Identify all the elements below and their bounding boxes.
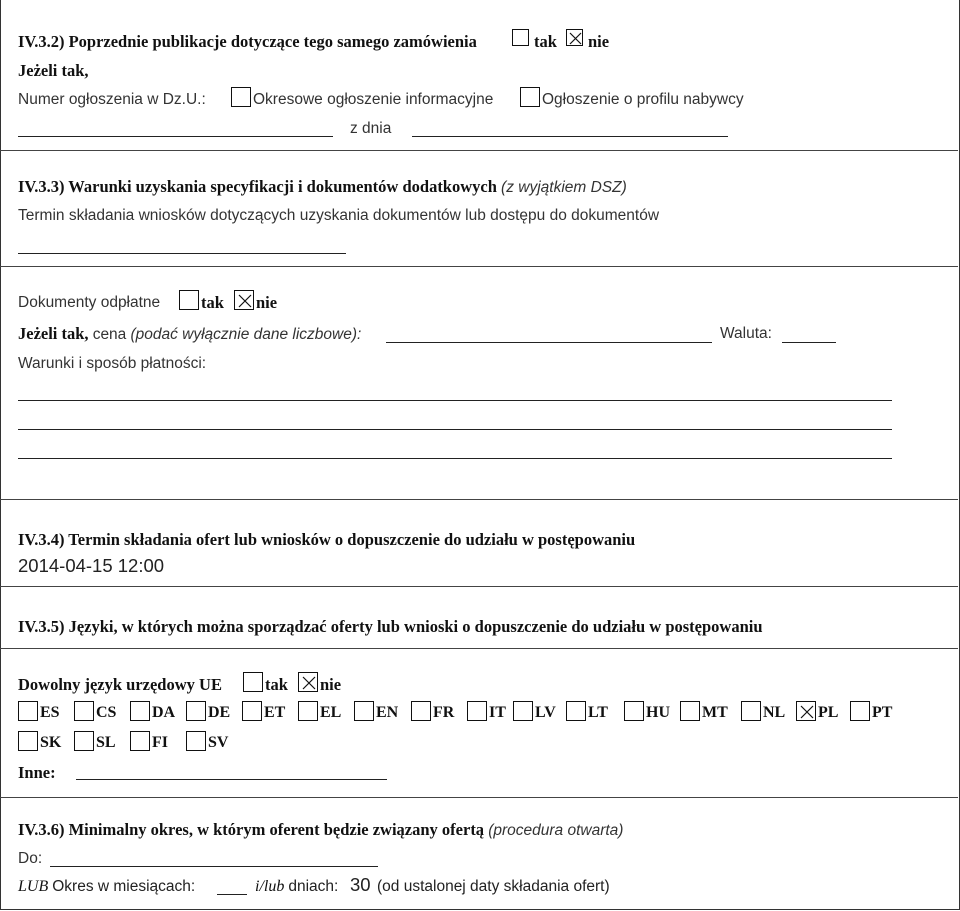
checkbox-lang-sk[interactable]: [18, 731, 38, 751]
checkbox-lang-mt[interactable]: [680, 701, 700, 721]
waluta-input-line[interactable]: [782, 342, 836, 343]
checkbox-lang-fi[interactable]: [130, 731, 150, 751]
section-title-iv32: IV.3.2) Poprzednie publikacje dotyczące tego samego zamówienia: [18, 32, 477, 51]
lang-label-mt: MT: [702, 704, 728, 721]
divider: [0, 499, 958, 500]
section-title-iv36-note: (procedura otwarta): [488, 822, 624, 839]
checkbox-lang-hu[interactable]: [624, 701, 644, 721]
okres-row: [18, 877, 195, 897]
warunki-input-line-2[interactable]: [18, 429, 892, 430]
lang-label-el: EL: [320, 704, 342, 721]
lang-label-sl: SL: [96, 734, 116, 751]
checkbox-lang-en[interactable]: [354, 701, 374, 721]
lang-label-fi: FI: [152, 734, 168, 751]
checkbox-lang-lt[interactable]: [566, 701, 586, 721]
label-nie: nie: [256, 293, 278, 312]
if-yes-label: Jeżeli tak,: [18, 324, 89, 343]
lang-label-it: IT: [489, 704, 506, 721]
lang-label-lv: LV: [535, 704, 556, 721]
checked-x-icon: [567, 30, 584, 47]
lang-label-et: ET: [264, 704, 286, 721]
dniach-label: dniach:: [288, 878, 339, 895]
label-tak: tak: [534, 32, 557, 51]
do-input-line[interactable]: [50, 866, 378, 867]
inne-input-line[interactable]: [76, 779, 387, 780]
checkbox-lang-pl[interactable]: [796, 701, 816, 721]
lang-label-sv: SV: [208, 734, 229, 751]
lang-label-cs: CS: [96, 704, 117, 721]
checkbox-lang-pt[interactable]: [850, 701, 870, 721]
checkbox-dowolny-tak[interactable]: [243, 672, 263, 692]
warunki-input-line-3[interactable]: [18, 458, 892, 459]
checkbox-lang-sl[interactable]: [74, 731, 94, 751]
cena-row: [18, 324, 361, 345]
lang-label-da: DA: [152, 704, 176, 721]
lang-label-es: ES: [40, 704, 60, 721]
okres-miesiace-input-line[interactable]: [217, 894, 247, 895]
numer-label: Numer ogłoszenia w Dz.U.:: [18, 91, 206, 108]
dniach-row: [255, 877, 338, 897]
waluta-label: Waluta:: [720, 325, 772, 342]
warunki-platnosci-label: Warunki i sposób płatności:: [18, 355, 207, 372]
lang-label-pl: PL: [818, 704, 839, 721]
lang-label-sk: SK: [40, 734, 62, 751]
label-tak: tak: [265, 675, 288, 694]
section-title-iv36-text: IV.3.6) Minimalny okres, w którym oferent będzie związany ofertą: [18, 820, 485, 839]
checkbox-dowolny-nie[interactable]: [298, 672, 318, 692]
section-title-iv33-note: (z wyjątkiem DSZ): [501, 179, 627, 196]
lang-label-nl: NL: [763, 704, 786, 721]
label-nie: nie: [588, 32, 610, 51]
checkbox-odplatne-tak[interactable]: [179, 290, 199, 310]
section-title-iv33-text: IV.3.3) Warunki uzyskania specyfikacji i dokumentów dodatkowych: [18, 177, 497, 196]
section-title-iv35: IV.3.5) Języki, w których można sporządzać oferty lub wnioski o dopuszczenie do udziału w postępowaniu: [18, 617, 763, 636]
divider: [0, 586, 958, 587]
checkbox-lang-fr[interactable]: [411, 701, 431, 721]
cena-input-line[interactable]: [386, 342, 712, 343]
if-yes-label: Jeżeli tak,: [18, 61, 89, 80]
dokumenty-odplatne-label: Dokumenty odpłatne: [18, 294, 161, 311]
termin-ofert-value: 2014-04-15 12:00: [18, 555, 165, 576]
z-dnia-input-line[interactable]: [412, 136, 728, 137]
label-nie: nie: [320, 675, 342, 694]
profil-label: Ogłoszenie o profilu nabywcy: [542, 91, 744, 108]
do-label: Do:: [18, 850, 43, 867]
checkbox-previous-pub-nie[interactable]: [566, 29, 583, 46]
checkbox-lang-cs[interactable]: [74, 701, 94, 721]
label-tak: tak: [201, 293, 224, 312]
numer-input-line[interactable]: [18, 136, 333, 137]
lang-label-hu: HU: [646, 704, 670, 721]
checkbox-lang-lv[interactable]: [513, 701, 533, 721]
z-dnia-label: z dnia: [350, 120, 392, 137]
checked-x-icon: [299, 673, 319, 693]
checkbox-lang-nl[interactable]: [741, 701, 761, 721]
warunki-input-line-1[interactable]: [18, 400, 892, 401]
checkbox-profil-nabywcy[interactable]: [520, 87, 540, 107]
dniach-note: (od ustalonej daty składania ofert): [377, 878, 610, 895]
divider: [0, 797, 958, 798]
lang-label-fr: FR: [433, 704, 455, 721]
section-title-iv33: [18, 177, 627, 198]
divider: [0, 266, 958, 267]
lang-label-lt: LT: [588, 704, 608, 721]
section-title-iv36: [18, 820, 623, 841]
termin-input-line[interactable]: [18, 253, 346, 254]
checkbox-lang-es[interactable]: [18, 701, 38, 721]
okresowe-label: Okresowe ogłoszenie informacyjne: [253, 91, 494, 108]
cena-prefix: cena: [92, 326, 127, 343]
lang-label-en: EN: [376, 704, 399, 721]
checkbox-lang-et[interactable]: [242, 701, 262, 721]
dniach-value: 30: [350, 874, 371, 895]
checkbox-lang-da[interactable]: [130, 701, 150, 721]
lub-label: LUB: [18, 878, 49, 895]
divider: [0, 648, 958, 649]
checkbox-okresowe[interactable]: [231, 87, 251, 107]
checkbox-previous-pub-tak[interactable]: [512, 29, 529, 46]
cena-note: (podać wyłącznie dane liczbowe):: [130, 326, 362, 343]
dowolny-jezyk-label: Dowolny język urzędowy UE: [18, 675, 222, 694]
inne-label: Inne:: [18, 763, 56, 782]
okres-label: Okres w miesiącach:: [52, 878, 196, 895]
lang-label-de: DE: [208, 704, 231, 721]
checkbox-lang-sv[interactable]: [186, 731, 206, 751]
checkbox-lang-de[interactable]: [186, 701, 206, 721]
checkbox-odplatne-nie[interactable]: [234, 290, 254, 310]
divider: [0, 150, 958, 151]
termin-wnioskow-label: Termin składania wniosków dotyczących uzyskania dokumentów lub dostępu do dokumentów: [18, 207, 660, 224]
section-title-iv34: IV.3.4) Termin składania ofert lub wniosków o dopuszczenie do udziału w postępowaniu: [18, 530, 636, 549]
checkbox-lang-it[interactable]: [467, 701, 487, 721]
checked-x-icon: [235, 291, 255, 311]
ilub-label: i/lub: [255, 878, 285, 895]
checkbox-lang-el[interactable]: [298, 701, 318, 721]
lang-label-pt: PT: [872, 704, 893, 721]
checked-x-icon: [797, 702, 817, 722]
